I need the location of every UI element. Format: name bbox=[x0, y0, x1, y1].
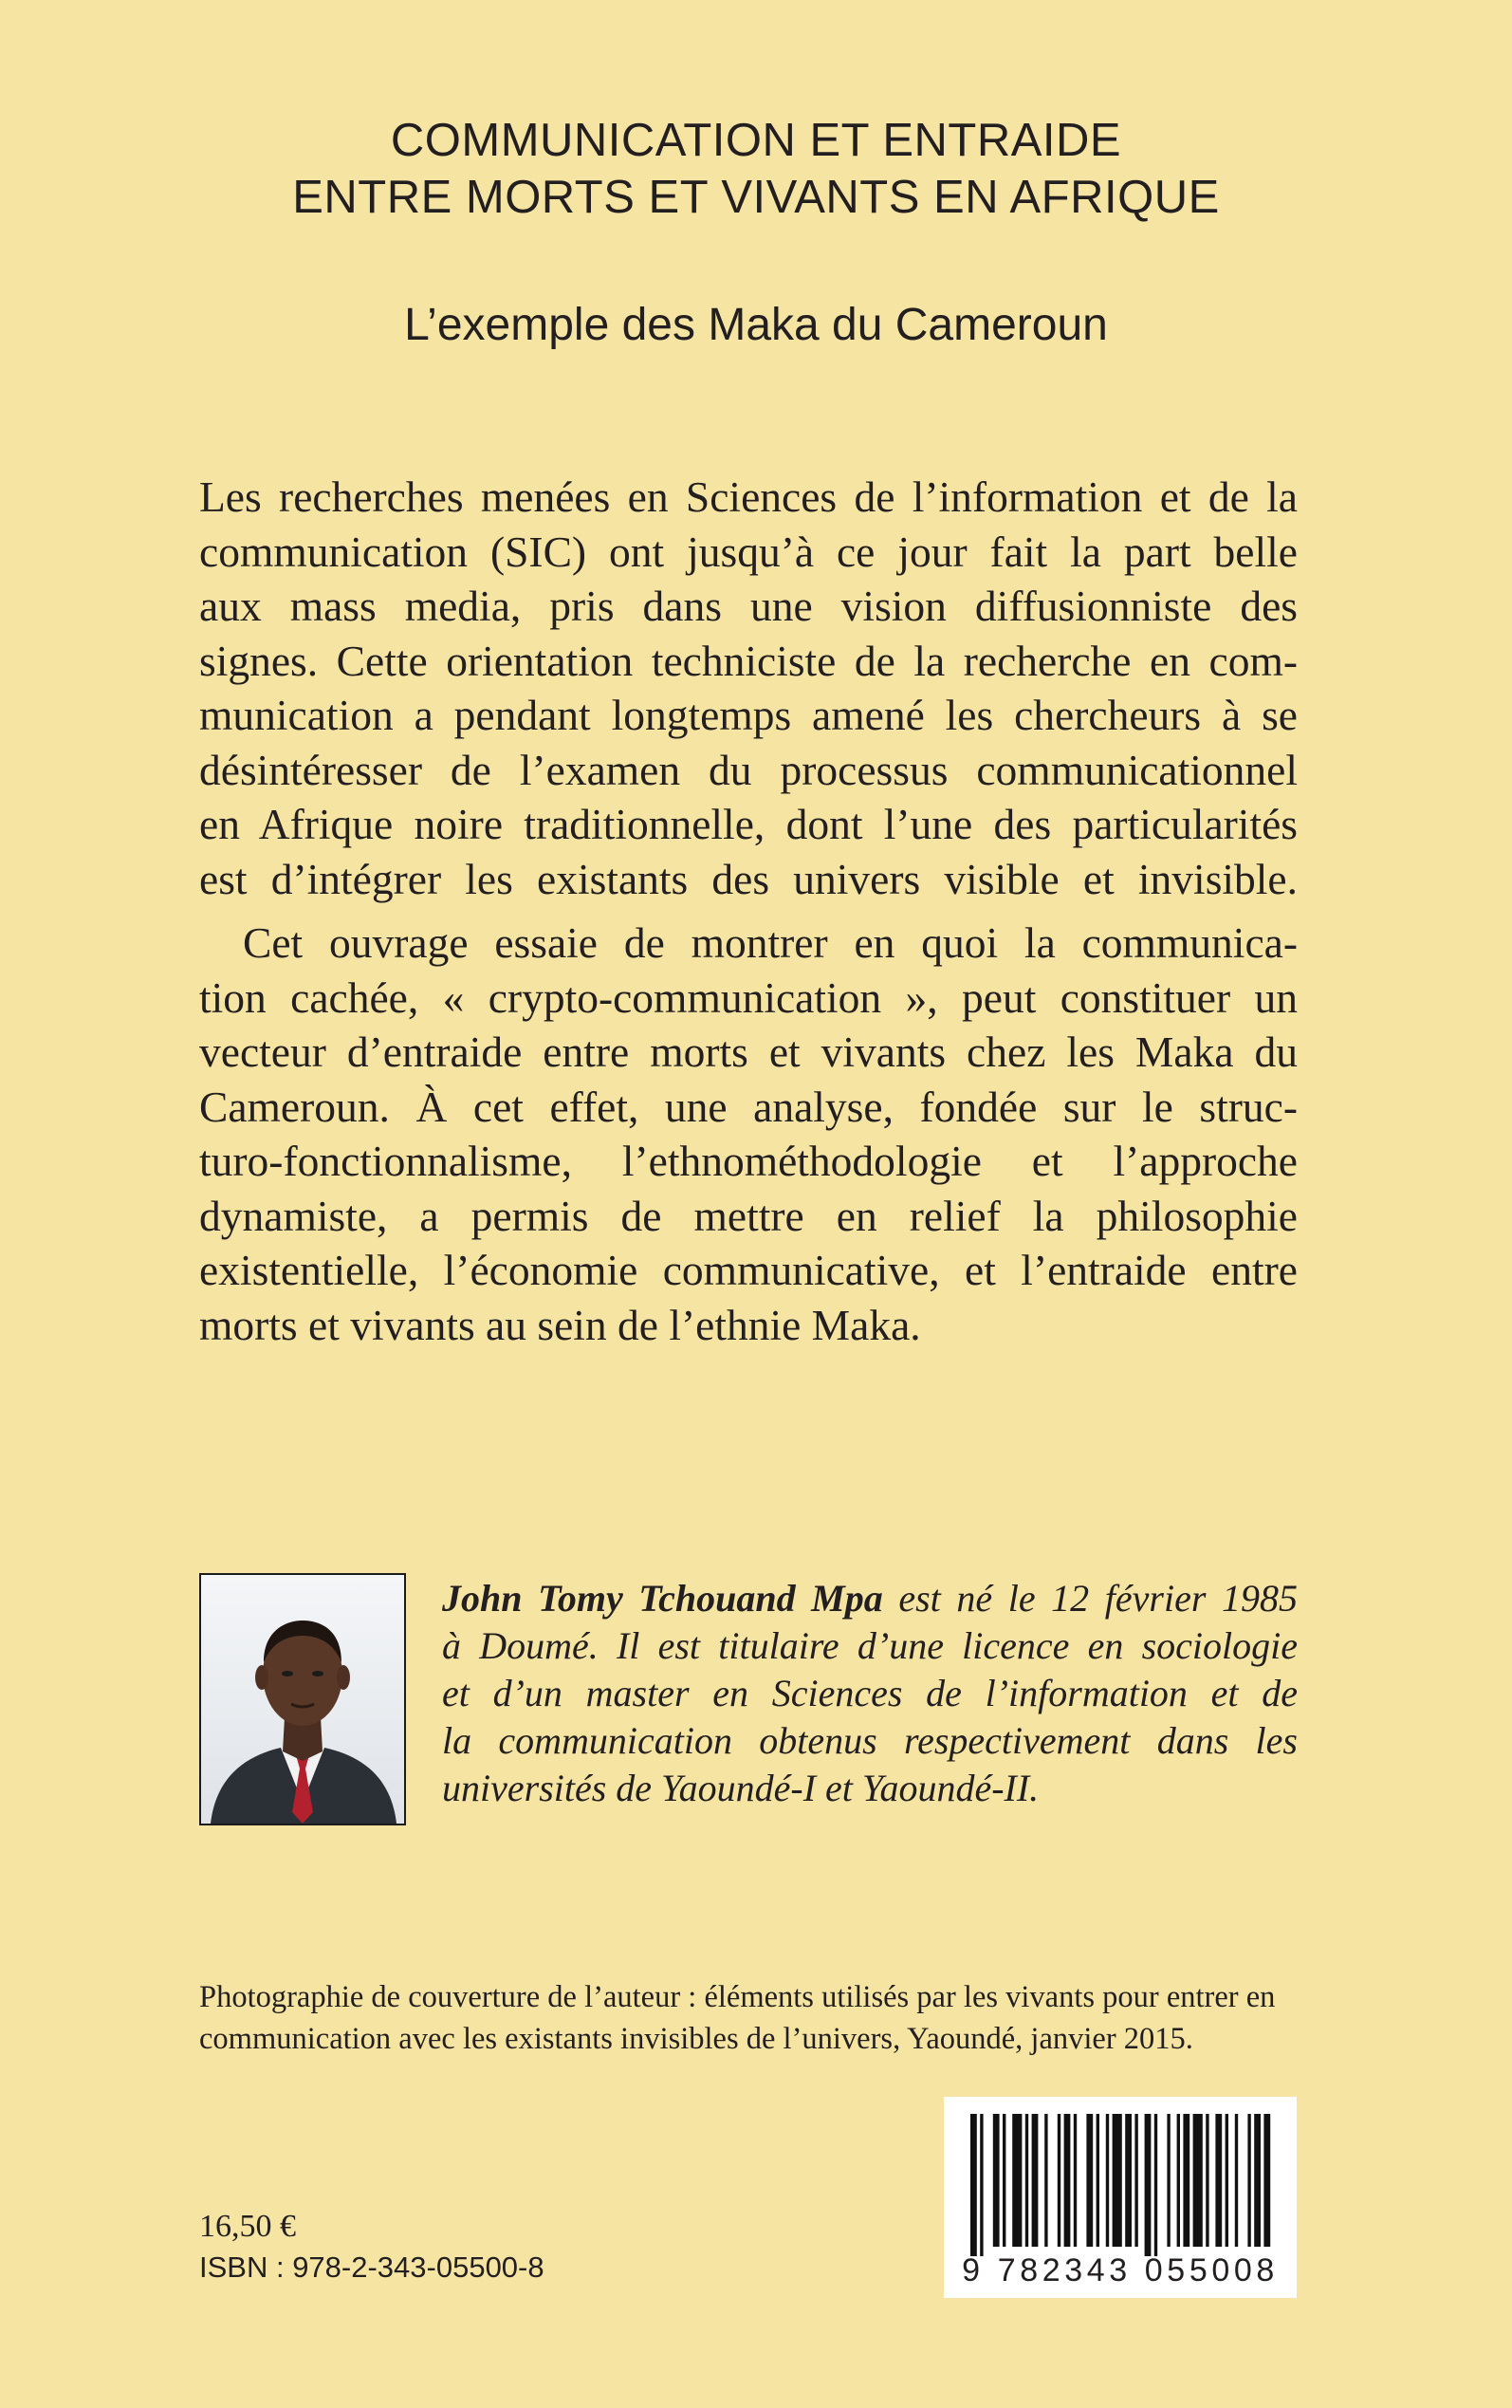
text-line: turo-fonctionnalisme, l’ethnométhodologie et l’approche bbox=[199, 1137, 1298, 1185]
text-line: vecteur d’entraide entre morts et vivants chez les Maka du bbox=[199, 1028, 1298, 1076]
text-line: signes. Cette orientation techniciste de la recherche en com- bbox=[199, 636, 1298, 685]
barcode-bar bbox=[1086, 2114, 1093, 2247]
barcode-bar bbox=[1097, 2114, 1099, 2247]
barcode-bar bbox=[1003, 2114, 1005, 2247]
credit-line: communication avec les existants invisibles de l’univers, Yaoundé, janvier 2015. bbox=[199, 2022, 1193, 2056]
barcode-bar bbox=[1235, 2114, 1238, 2247]
barcode-bar bbox=[1183, 2114, 1189, 2247]
summary-text bbox=[199, 470, 1298, 1352]
text-line: morts et vivants au sein de l’ethnie Maka. bbox=[199, 1300, 921, 1349]
title-line-1: COMMUNICATION ET ENTRAIDE bbox=[390, 115, 1122, 166]
author-name: John Tomy Tchouand Mpa bbox=[442, 1577, 883, 1620]
barcode-bar bbox=[1032, 2114, 1039, 2247]
summary-paragraph-1 bbox=[199, 470, 1298, 906]
barcode-bar bbox=[1044, 2114, 1047, 2247]
barcode-bar bbox=[1012, 2114, 1022, 2247]
bio-line: universités de Yaoundé-I et Yaoundé-II. bbox=[442, 1767, 1040, 1809]
bio-line-first bbox=[442, 1575, 1298, 1622]
barcode-bar bbox=[1154, 2114, 1157, 2256]
barcode-bar bbox=[1226, 2114, 1228, 2247]
barcode-bar bbox=[1167, 2114, 1170, 2247]
text-line: dynamiste, a permis de mettre en relief la philosophie bbox=[199, 1191, 1298, 1240]
bio-line: et d’un master en Sciences de l’information et de bbox=[442, 1672, 1298, 1714]
text-line: existentielle, l’économie communicative, et l’entraide entre bbox=[199, 1246, 1298, 1294]
text-line: Les recherches menées en Sciences de l’information et de la bbox=[199, 472, 1298, 521]
barcode-digits: 9 782343 055008 bbox=[962, 2252, 1279, 2288]
isbn: ISBN : 978-2-343-05500-8 bbox=[199, 2251, 544, 2284]
text-line: Cet ouvrage essaie de montrer en quoi la communica- bbox=[243, 918, 1298, 967]
text-line: aux mass media, pris dans une vision diffusionniste des bbox=[199, 582, 1298, 630]
author-portrait-image bbox=[201, 1575, 404, 1824]
barcode-bar bbox=[1215, 2114, 1222, 2247]
text-line: Cameroun. À cet effet, une analyse, fondée sur le struc- bbox=[199, 1082, 1298, 1131]
credit-line: Photographie de couverture de l’auteur : éléments utilisés par les vivants pour entrer en bbox=[199, 1980, 1276, 2014]
barcode-bar bbox=[1254, 2114, 1261, 2247]
text-line: est d’intégrer les existants des univers visible et invisible. bbox=[199, 854, 1298, 903]
book-title bbox=[0, 112, 1512, 226]
summary-paragraph-2 bbox=[199, 916, 1298, 1352]
barcode-bar bbox=[1193, 2114, 1203, 2247]
barcode-bar bbox=[1206, 2114, 1208, 2247]
barcode-bar bbox=[1113, 2114, 1122, 2247]
barcode-bar bbox=[970, 2114, 977, 2256]
barcode-bar bbox=[1145, 2114, 1152, 2256]
barcode-bar bbox=[1025, 2114, 1028, 2247]
barcode-bar bbox=[1247, 2114, 1250, 2247]
text-line: munication a pendant longtemps amené les chercheurs à se bbox=[199, 691, 1298, 739]
text-line: communication (SIC) ont jusqu’à ce jour fait la part belle bbox=[199, 527, 1298, 576]
photo-credit bbox=[199, 1976, 1298, 2060]
barcode-bar bbox=[1058, 2114, 1060, 2247]
barcode-bar bbox=[993, 2114, 1000, 2247]
title-line-2: ENTRE MORTS ET VIVANTS EN AFRIQUE bbox=[292, 172, 1220, 223]
bio-first-text: est né le 12 février 1985 bbox=[882, 1577, 1298, 1620]
barcode-bar bbox=[1106, 2114, 1109, 2247]
barcode-bar bbox=[1125, 2114, 1132, 2247]
barcode-bar bbox=[1064, 2114, 1071, 2247]
barcode-bar bbox=[1263, 2114, 1270, 2247]
price: 16,50 € bbox=[199, 2209, 296, 2244]
barcode-bar bbox=[1074, 2114, 1077, 2247]
book-subtitle: L’exemple des Maka du Cameroun bbox=[404, 300, 1108, 350]
text-line: désintéresser de l’examen du processus communicationnel bbox=[199, 745, 1298, 794]
bio-line: la communication obtenus respectivement dans les bbox=[442, 1719, 1298, 1762]
bio-line: à Doumé. Il est titulaire d’une licence en sociologie bbox=[442, 1624, 1298, 1667]
barcode-bar bbox=[1177, 2114, 1180, 2247]
author-bio bbox=[442, 1575, 1298, 1812]
barcode bbox=[944, 2097, 1297, 2298]
text-line: en Afrique noire traditionnelle, dont l’une des particularités bbox=[199, 800, 1298, 848]
barcode-bar bbox=[980, 2114, 983, 2256]
text-line: tion cachée, « crypto-communication », peut constituer un bbox=[199, 972, 1298, 1022]
barcode-bar bbox=[1134, 2114, 1137, 2247]
author-photo bbox=[199, 1573, 406, 1825]
barcode-bars bbox=[944, 2097, 1297, 2258]
